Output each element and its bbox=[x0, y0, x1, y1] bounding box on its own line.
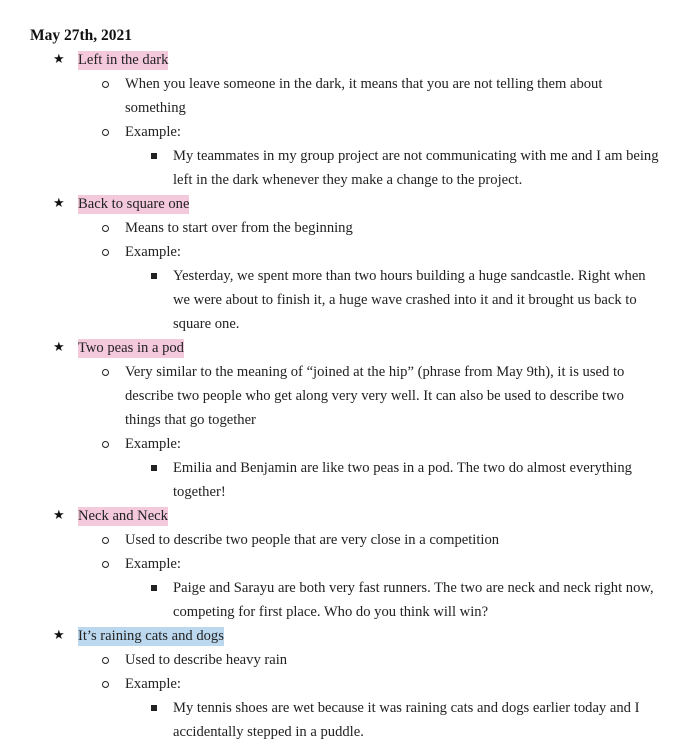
star-bullet-icon: ★ bbox=[53, 628, 65, 643]
example-label: Example: bbox=[125, 436, 181, 452]
phrase-entry bbox=[30, 624, 681, 744]
phrase-title: It’s raining cats and dogs bbox=[78, 628, 224, 644]
phrase-title: Back to square one bbox=[78, 196, 190, 212]
example-text: Emilia and Benjamin are like two peas in a pod. The two do almost everything together! bbox=[173, 460, 632, 500]
meaning-text: Very similar to the meaning of “joined at the hip” (phrase from May 9th), it is used to describe two people who get along very very well. It can also be used to describe two things that go together bbox=[125, 364, 625, 428]
example-label: Example: bbox=[125, 556, 181, 572]
square-bullet-icon bbox=[151, 465, 157, 471]
meaning-item bbox=[30, 216, 681, 240]
square-bullet-icon bbox=[151, 705, 157, 711]
example-text: My teammates in my group project are not communicating with me and I am being left in the dark whenever they make a change to the project. bbox=[173, 148, 659, 188]
meaning-item bbox=[30, 528, 681, 552]
meaning-text: Means to start over from the beginning bbox=[125, 220, 353, 236]
meaning-item bbox=[30, 648, 681, 672]
phrase-heading bbox=[30, 624, 681, 648]
example-item bbox=[30, 264, 681, 336]
meaning-item bbox=[30, 72, 681, 120]
circle-bullet-icon bbox=[102, 369, 109, 376]
circle-bullet-icon bbox=[102, 249, 109, 256]
entry-date: May 27th, 2021 bbox=[30, 27, 133, 44]
star-bullet-icon: ★ bbox=[53, 340, 65, 355]
star-bullet-icon: ★ bbox=[53, 52, 65, 67]
phrase-entry bbox=[30, 504, 681, 624]
meaning-text: Used to describe two people that are very close in a competition bbox=[125, 532, 500, 548]
circle-bullet-icon bbox=[102, 561, 109, 568]
circle-bullet-icon bbox=[102, 225, 109, 232]
phrase-title: Neck and Neck bbox=[78, 508, 168, 524]
circle-bullet-icon bbox=[102, 657, 109, 664]
example-label-item bbox=[30, 432, 681, 456]
example-item bbox=[30, 576, 681, 624]
example-label-item bbox=[30, 672, 681, 696]
phrase-entry bbox=[30, 336, 681, 504]
meaning-item bbox=[30, 360, 681, 432]
circle-bullet-icon bbox=[102, 681, 109, 688]
example-item bbox=[30, 696, 681, 744]
phrase-entry bbox=[30, 192, 681, 336]
star-bullet-icon: ★ bbox=[53, 196, 65, 211]
phrase-title: Left in the dark bbox=[78, 52, 169, 68]
meaning-text: When you leave someone in the dark, it means that you are not telling them about something bbox=[125, 76, 603, 116]
phrase-title: Two peas in a pod bbox=[78, 340, 184, 356]
square-bullet-icon bbox=[151, 585, 157, 591]
example-item bbox=[30, 456, 681, 504]
circle-bullet-icon bbox=[102, 129, 109, 136]
example-text: My tennis shoes are wet because it was raining cats and dogs earlier today and I accidentally stepped in a puddle. bbox=[173, 700, 640, 740]
phrase-entry bbox=[30, 48, 681, 192]
example-label-item bbox=[30, 120, 681, 144]
phrase-heading bbox=[30, 192, 681, 216]
example-text: Yesterday, we spent more than two hours building a huge sandcastle. Right when we were about to finish it, a huge wave crashed into it and it brought us back to square one. bbox=[173, 268, 646, 332]
circle-bullet-icon bbox=[102, 441, 109, 448]
example-label-item bbox=[30, 552, 681, 576]
example-label: Example: bbox=[125, 676, 181, 692]
example-label: Example: bbox=[125, 244, 181, 260]
star-bullet-icon: ★ bbox=[53, 508, 65, 523]
meaning-text: Used to describe heavy rain bbox=[125, 652, 288, 668]
example-item bbox=[30, 144, 681, 192]
phrase-heading bbox=[30, 48, 681, 72]
example-label: Example: bbox=[125, 124, 181, 140]
square-bullet-icon bbox=[151, 273, 157, 279]
example-label-item bbox=[30, 240, 681, 264]
phrase-heading bbox=[30, 336, 681, 360]
circle-bullet-icon bbox=[102, 537, 109, 544]
square-bullet-icon bbox=[151, 153, 157, 159]
example-text: Paige and Sarayu are both very fast runners. The two are neck and neck right now, competing for first place. Who do you think will win? bbox=[173, 580, 654, 620]
phrase-heading bbox=[30, 504, 681, 528]
circle-bullet-icon bbox=[102, 81, 109, 88]
